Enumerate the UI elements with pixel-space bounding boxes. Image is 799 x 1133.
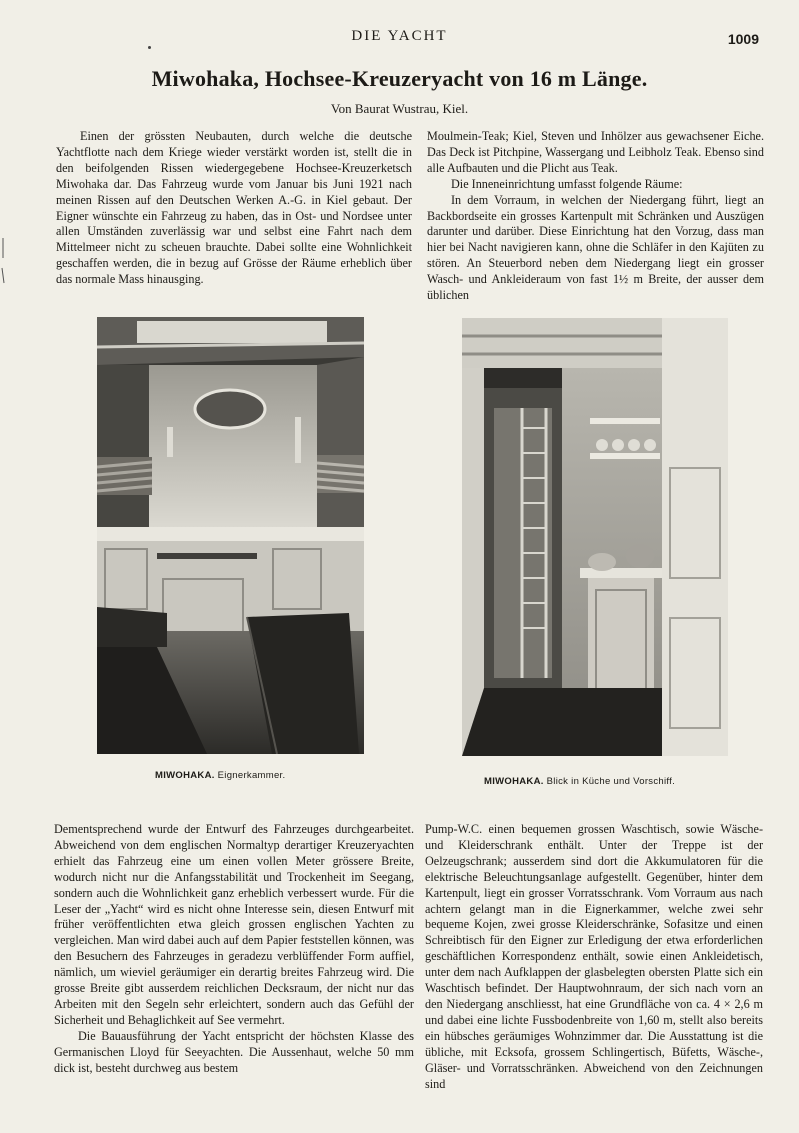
text-column-4 <box>425 822 763 1092</box>
text-column-3 <box>54 822 414 1077</box>
figure-caption-1 <box>155 770 285 781</box>
article-byline: Von Baurat Wustrau, Kiel. <box>330 101 469 116</box>
caption-yacht-name: MIWOHAKA. <box>484 776 544 787</box>
text-column-1 <box>56 129 412 288</box>
running-head: DIE YACHT <box>351 28 448 44</box>
page-number: 1009 <box>727 31 759 47</box>
caption-text: Eignerkammer. <box>217 770 286 781</box>
paragraph: Pump-W.C. einen bequemen grossen Waschtisch, sowie Wäsche- und Kleiderschrank enthält. Unter der Treppe ist der Oelzeugschrank; ausserdem sind dort die Akkumulatoren für die elektrische Beleuchtungsanlage aufgestellt. Gegenüber, hinter dem Kartenpult, liegt ein grosser Vorratsschrank. Vom Vorraum aus nach achtern gelangt man in die Eignerkammer, welche zwei sehr bequeme Kojen, zwei grosse Kleiderschränke, Sofasitze und einen Schreibtisch für den Eigner zur Erledigung der etwa erforderlichen geschäftlichen Korrespondenz enthält, sowie einen Ankleidetisch, unter dem nach Aufklappen der glasbelegten obersten Platte sich ein Waschtisch befindet. Der Hauptwohnraum, der sich nach vorn an den Niedergang anschliesst, hat eine Grundfläche von ca. 4 × 2,6 m und dabei eine lichte Fussbodenbreite von 1,60 m, stellt also bereits ein hübsches geräumiges Wohnzimmer dar. Die Ausstattung ist die übliche, mit Ecksofa, grossem Schlingertisch, Büfetts, Wäsche-, Gläser- und Vorratsschränken. Abweichend von den Zeichnungen sind <box>425 822 763 1091</box>
figure-caption-2 <box>484 776 675 787</box>
photo-galley-forecastle <box>462 318 728 756</box>
photo-owners-cabin <box>97 317 364 754</box>
paragraph: Einen der grössten Neubauten, durch welche die deutsche Yachtflotte nach dem Kriege wieder verstärkt worden ist, stellt die in den beifolgenden Rissen wiedergegebene Hochsee-Kreuzerketsch Miwohaka dar. Das Fahrzeug wurde vom Januar bis Juni 1921 nach meinen Rissen auf den Deutschen Werken A.-G. in Kiel gebaut. Der Eigner wünschte ein Fahrzeug zu haben, das in Ost- und Nordsee unter allen Umständen zuverlässig war und selbst eine Fahrt nach dem Mittelmeer nicht zu scheuen brauchte. Dabei sollte eine Wohnlichkeit geschaffen werden, die in bezug auf Grösse der Räume erheblich über das normale Mass hinausging. <box>56 129 412 287</box>
paragraph: In dem Vorraum, in welchen der Niedergang führt, liegt an Backbordseite ein grosses Kartenpult mit Schränken und Auszügen darunter und darüber. Diese Einrichtung hat den Vorzug, dass man hier bei Nacht navigieren kann, ohne die Schläfer in den Kajüten zu stören. An Steuerbord neben dem Niedergang liegt ein grosser Wasch- und Ankleideraum von fast 1½ m Breite, der ausser dem üblichen <box>427 192 764 303</box>
paragraph: Die Bauausführung der Yacht entspricht der höchsten Klasse des Germanischen Lloyd für Seeyachten. Die Aussenhaut, welche 50 mm dick ist, besteht durchweg aus bestem <box>54 1028 414 1075</box>
paragraph: Dementsprechend wurde der Entwurf des Fahrzeuges durchgearbeitet. Abweichend von dem englischen Normaltyp derartiger Kreuzeryachten erhielt das Fahrzeug eine um einen vollen Meter grössere Breite, wodurch nicht nur die Anfangsstabilität und Trockenheit im Seegang, sondern auch die Wohnlichkeit ganz erheblich verbessert wurde. Für die Leser der „Yacht“ wird es nicht ohne Interesse sein, diesen Entwurf mit früher veröffentlichten etwa gleich grossen englischen Yachten zu vergleichen. Man wird dabei auch auf dem Papier feststellen können, was den Besuchern des Fahrzeuges in geradezu verblüffender Form auffiel, nämlich, um wieviel geräumiger ein derartig breites Fahrzeug wird. Die grosse Breite gibt ausserdem reichlichen Decksraum, der nicht nur das Arbeiten mit den Segeln sehr erleichtert, sondern auch das Gefühl der Sicherheit und Behaglichkeit auf See vermehrt. <box>54 822 414 1027</box>
caption-text: Blick in Küche und Vorschiff. <box>546 776 676 787</box>
ink-speck <box>148 46 151 49</box>
caption-yacht-name: MIWOHAKA. <box>155 770 215 781</box>
article-title: Miwohaka, Hochsee-Kreuzeryacht von 16 m Länge. <box>151 66 648 91</box>
paragraph: Die Inneneinrichtung umfasst folgende Räume: <box>451 176 683 191</box>
page-edge-mark <box>0 238 6 298</box>
paragraph: Moulmein-Teak; Kiel, Steven und Inhölzer aus gewachsener Eiche. Das Deck ist Pitchpine, Wassergang und Leibholz Teak. Ebenso sind alle Aufbauten und die Plicht aus Teak. <box>427 129 764 175</box>
text-column-2 <box>427 129 764 304</box>
